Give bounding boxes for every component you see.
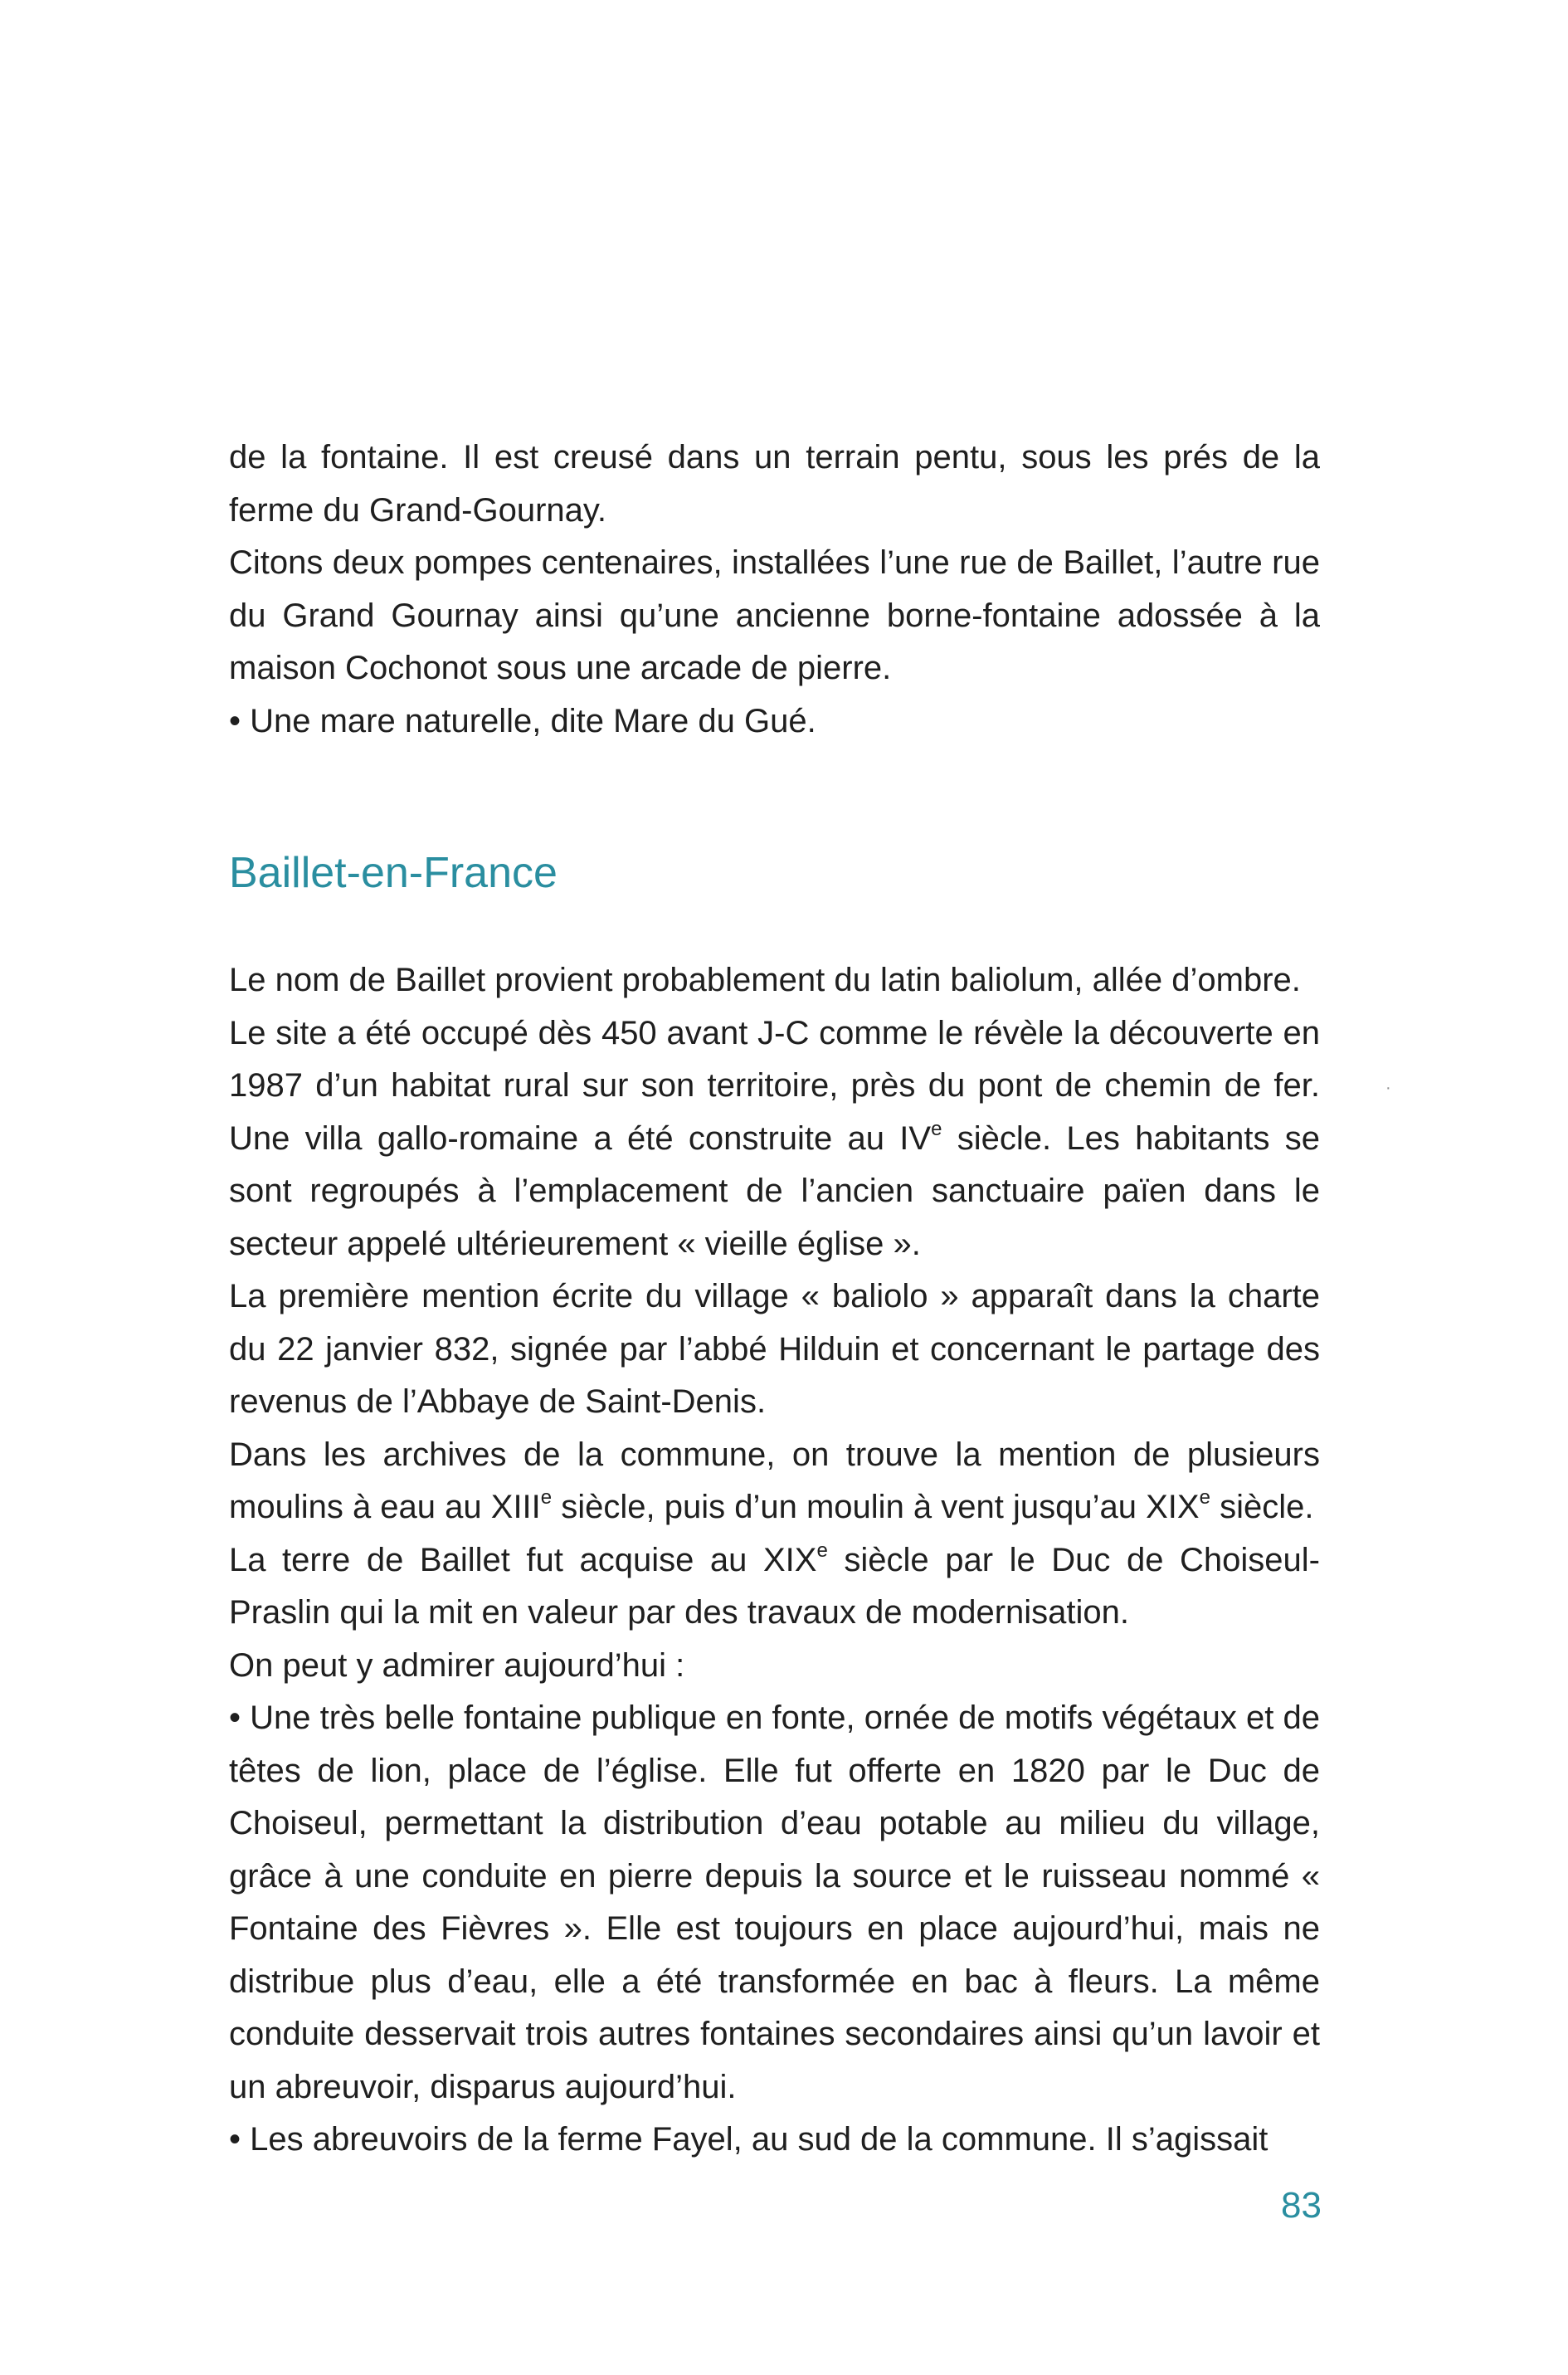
paragraph-admirer: On peut y admirer aujourd’hui : xyxy=(229,1646,685,1684)
paragraph-fontaine: de la fontaine. Il est creusé dans un terrain pentu, sous les prés de la ferme du Grand-Gournay. xyxy=(229,439,1320,529)
superscript: e xyxy=(816,1539,828,1562)
paragraph-moulins xyxy=(229,1429,1320,1534)
list-item-mare: • Une mare naturelle, dite Mare du Gué. xyxy=(229,702,816,739)
text-run: siècle. Les habitants se sont regroupés à l’emplacement de l’ancien sanctuaire païen dans le secteur appelé ultérieurement « vieille église ». xyxy=(229,1119,1320,1262)
text-run: La terre de Baillet fut acquise au XIX xyxy=(229,1541,817,1578)
superscript: e xyxy=(540,1486,553,1509)
text-run: siècle. xyxy=(1210,1489,1314,1525)
section-heading: Baillet-en-France xyxy=(229,849,558,897)
paragraph-charte: La première mention écrite du village « baliolo » apparaît dans la charte du 22 janvier 832, signée par l’abbé Hilduin et concernant le partage des revenus de l’Abbaye de Saint-Denis. xyxy=(229,1278,1320,1420)
top-text-block xyxy=(229,432,1320,748)
scan-speck: · xyxy=(1385,1079,1391,1097)
superscript: e xyxy=(931,1117,942,1140)
paragraph-pompes: Citons deux pompes centenaires, installées l’une rue de Baillet, l’autre rue du Grand Gournay ainsi qu’une ancienne borne-fontaine adossée à la maison Cochonot sous une arcade de pierre. xyxy=(229,544,1320,686)
paragraph-terre xyxy=(229,1534,1320,1640)
text-run: Le site a été occupé dès 450 avant J-C comme le révèle la découverte en 1987 d’un habitat rural sur son territoire, près du pont de chemin de fer. Une villa gallo-romaine a été construite au IV xyxy=(229,1014,1320,1157)
list-item-abreuvoirs: • Les abreuvoirs de la ferme Fayel, au sud de la commune. Il s’agissait xyxy=(229,2121,1269,2158)
paragraph-site xyxy=(229,1007,1320,1271)
text-run: siècle par le Duc de Choiseul-Praslin qui la mit en valeur par des travaux de modernisation. xyxy=(229,1541,1321,1631)
paragraph-nom: Le nom de Baillet provient probablement du latin baliolum, allée d’ombre. xyxy=(229,962,1301,998)
page-number: 83 xyxy=(1281,2185,1322,2226)
list-item-fontaine-publique: • Une très belle fontaine publique en fonte, ornée de motifs végétaux et de têtes de lion, place de l’église. Elle fut offerte en 1820 par le Duc de Choiseul, permettant la distribution d’eau potable au milieu du village, grâce à une conduite en pierre depuis la source et le ruisseau nommé « Fontaine des Fièvres ». Elle est toujours en place aujourd’hui, mais ne distribue plus d’eau, elle a été transformée en bac à fleurs. La même conduite desservait trois autres fontaines secondaires ainsi qu’un lavoir et un abreuvoir, disparus aujourd’hui. xyxy=(229,1700,1320,2105)
section-text-block xyxy=(229,954,1320,2167)
text-run: siècle, puis d’un moulin à vent jusqu’au XIX xyxy=(552,1489,1200,1525)
text-run: Dans les archives de la commune, on trouve la mention de plusieurs moulins à eau au XIII xyxy=(229,1436,1320,1525)
superscript: e xyxy=(1199,1486,1210,1509)
